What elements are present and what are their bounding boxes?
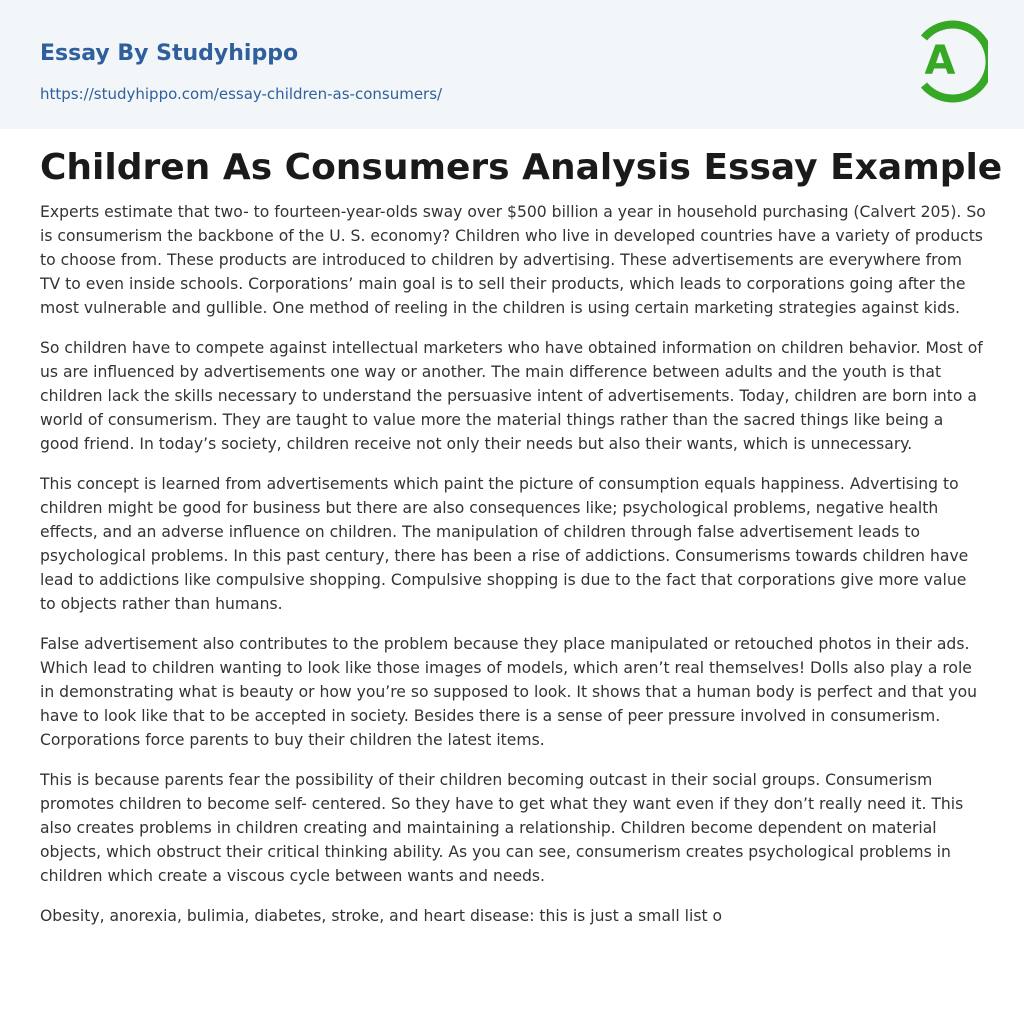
paragraph: Obesity, anorexia, bulimia, diabetes, stroke, and heart disease: this is just a small list o [40,907,723,925]
studyhippo-logo-icon[interactable] [910,18,988,106]
page-title: Children As Consumers Analysis Essay Example [40,147,1003,188]
page-url-link[interactable]: https://studyhippo.com/essay-children-as-consumers/ [40,85,443,103]
paragraph: This is because parents fear the possibility of their children becoming outcast in their social groups. Consumerism promotes children to become self- centered. So they have to get what they want even if they don’t really need it. This also creates problems in children creating and maintaining a relationship. Children become dependent on material objects, which obstruct their critical thinking ability. As you can see, consumerism creates psychological problems in children which create a viscous cycle between wants and needs. [40,771,964,885]
paragraph: So children have to compete against intellectual marketers who have obtained information on children behavior. Most of us are influenced by advertisements one way or another. The main difference between adults and the youth is that children lack the skills necessary to understand the persuasive intent of advertisements. Today, children are born into a world of consumerism. They are taught to value more the material things rather than the sacred things like being a good friend. In today’s society, children receive not only their needs but also their wants, which is unnecessary. [40,339,983,453]
paragraph: Experts estimate that two- to fourteen-year-olds sway over $500 billion a year in household purchasing (Calvert 205). So is consumerism the backbone of the U. S. economy? Children who live in developed countries have a variety of products to choose from. These products are introduced to children by advertising. These advertisements are everywhere from TV to even inside schools. Corporations’ main goal is to sell their products, which leads to corporations going after the most vulnerable and gullible. One method of reeling in the children is using certain marketing strategies against kids. [40,203,986,317]
paragraph: False advertisement also contributes to the problem because they place manipulated or retouched photos in their ads. Which lead to children wanting to look like those images of models, which aren’t real themselves! Dolls also play a role in demonstrating what is beauty or how you’re so supposed to look. It shows that a human body is perfect and that you have to look like that to be accepted in society. Besides there is a sense of peer pressure involved in consumerism. Corporations force parents to buy their children the latest items. [40,635,978,749]
site-header [0,0,1024,129]
logo-letter: A [924,38,956,84]
logo-graphic [910,18,988,106]
site-title[interactable]: Essay By Studyhippo [40,41,299,66]
article [40,144,1003,944]
paragraph: This concept is learned from advertisements which paint the picture of consumption equals happiness. Advertising to children might be good for business but there are also consequences like; psychological problems, negative health effects, and an adverse influence on children. The manipulation of children through false advertisement leads to psychological problems. In this past century, there has been a rise of addictions. Consumerisms towards children have lead to addictions like compulsive shopping. Compulsive shopping is due to the fact that corporations give more value to objects rather than humans. [40,475,969,613]
